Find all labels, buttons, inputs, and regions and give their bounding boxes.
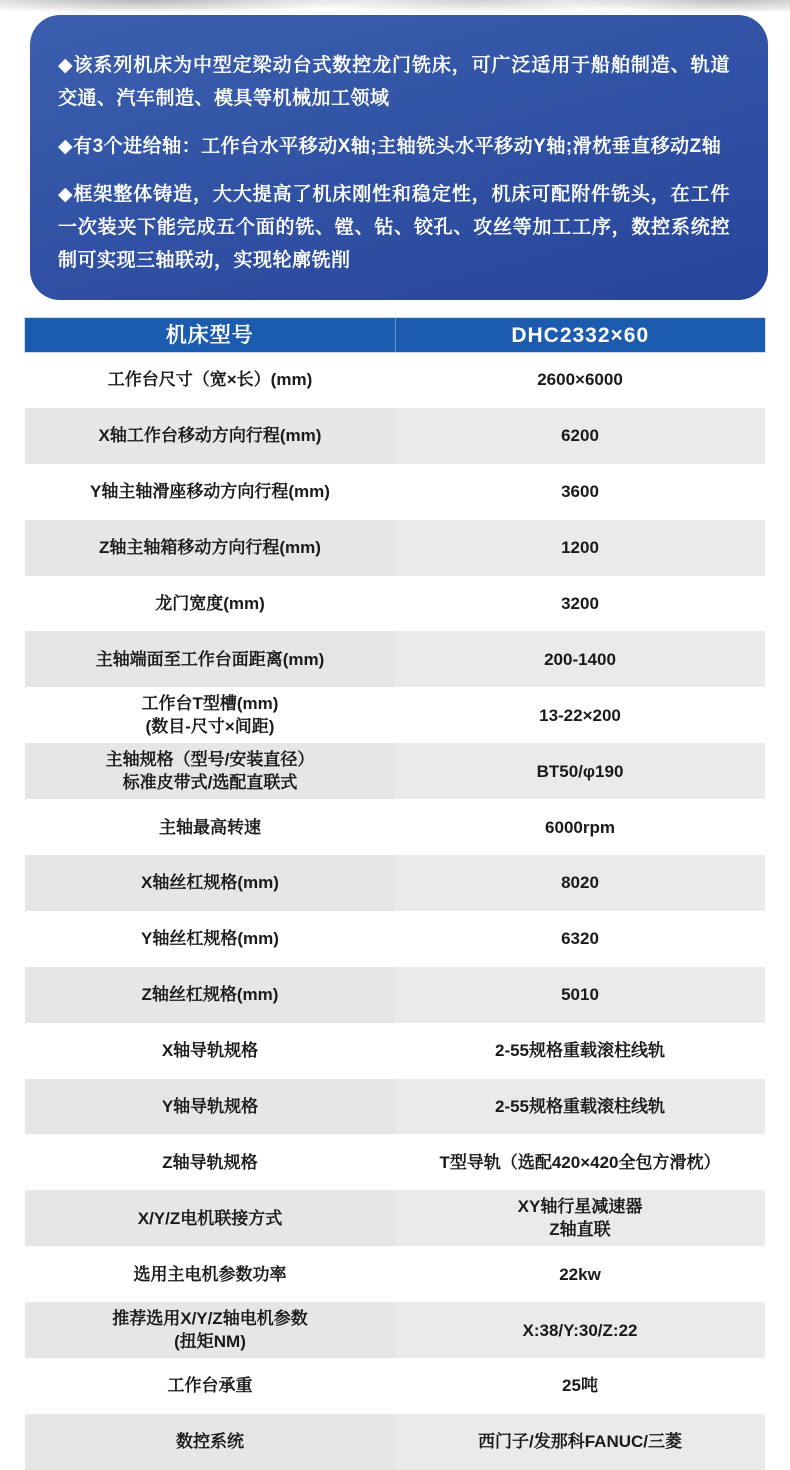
spec-label-line: 选用主电机参数功率 <box>133 1264 287 1284</box>
spec-row <box>25 464 765 520</box>
spec-label <box>25 1190 395 1246</box>
spec-label <box>25 1134 395 1190</box>
spec-label <box>25 408 395 464</box>
spec-label-line: Z轴丝杠规格(mm) <box>141 985 279 1005</box>
spec-value-line: 25吨 <box>562 1376 598 1396</box>
spec-label-line: (扭矩NM) <box>174 1332 246 1352</box>
spec-value <box>395 911 765 967</box>
spec-value <box>395 855 765 911</box>
intro-bullet-3: ◆框架整体铸造，大大提高了机床刚性和稳定性，机床可配附件铣头，在工件一次装夹下能完成五个面的铣、镗、钻、铰孔、攻丝等加工工序，数控系统控制可实现三轴联动，实现轮廓铣削 <box>58 184 730 271</box>
spec-label <box>25 799 395 855</box>
spec-value-line: 13-22×200 <box>539 705 621 725</box>
spec-label <box>25 911 395 967</box>
spec-row <box>25 1079 765 1135</box>
spec-label-line: 推荐选用X/Y/Z轴电机参数 <box>112 1309 308 1329</box>
spec-value <box>395 1134 765 1190</box>
spec-row <box>25 576 765 632</box>
spec-label <box>25 1302 395 1358</box>
spec-value-line: 1200 <box>561 538 599 558</box>
spec-value-line: 8020 <box>561 873 599 893</box>
spec-label-line: X轴工作台移动方向行程(mm) <box>98 426 322 446</box>
spec-label-line: Y轴丝杠规格(mm) <box>141 929 279 949</box>
spec-label-line: Y轴导轨规格 <box>161 1097 259 1117</box>
spec-label-line: 标准皮带式/选配直联式 <box>122 773 298 793</box>
spec-row <box>25 520 765 576</box>
spec-label <box>25 743 395 799</box>
spec-row <box>25 631 765 687</box>
spec-header-model-value: DHC2332×60 <box>395 318 766 352</box>
spec-label-line: X轴丝杠规格(mm) <box>141 873 279 893</box>
spec-row <box>25 911 765 967</box>
spec-value <box>395 967 765 1023</box>
spec-row <box>25 743 765 799</box>
spec-label <box>25 631 395 687</box>
spec-value-line: 2-55规格重载滚柱线轨 <box>494 1097 666 1117</box>
intro-bullet-1: ◆该系列机床为中型定梁动台式数控龙门铣床，可广泛适用于船舶制造、轨道交通、汽车制造、模具等机械加工领域 <box>58 55 730 109</box>
top-shadow-decoration <box>0 0 790 12</box>
spec-table-header <box>25 318 765 352</box>
spec-value-line: XY轴行星减速器 <box>517 1197 643 1217</box>
spec-value-line: 200-1400 <box>544 649 616 669</box>
spec-label <box>25 464 395 520</box>
intro-box <box>30 15 768 300</box>
spec-value-line: 6000rpm <box>545 817 615 837</box>
spec-label-line: (数目-尺寸×间距) <box>145 717 275 737</box>
spec-label <box>25 520 395 576</box>
spec-label-line: 龙门宽度(mm) <box>155 594 265 613</box>
spec-label-line: 主轴规格（型号/安装直径） <box>105 750 315 770</box>
spec-label-line: Z轴主轴箱移动方向行程(mm) <box>99 538 321 558</box>
spec-label-line: 主轴端面至工作台面距离(mm) <box>95 649 325 669</box>
spec-row <box>25 1134 765 1190</box>
spec-label-line: 主轴最高转速 <box>159 817 261 837</box>
spec-value-line: 2-55规格重载滚柱线轨 <box>494 1041 666 1061</box>
spec-value-line: X:38/Y:30/Z:22 <box>522 1320 638 1340</box>
spec-row <box>25 1023 765 1079</box>
spec-row <box>25 1190 765 1246</box>
spec-value <box>395 1079 765 1135</box>
spec-value-line: 2600×6000 <box>537 370 623 390</box>
spec-row <box>25 408 765 464</box>
spec-label-line: 工作台尺寸（宽×长）(mm) <box>107 370 313 390</box>
spec-label-line: 工作台承重 <box>167 1376 253 1396</box>
spec-value-line: 6200 <box>561 426 599 446</box>
spec-value <box>395 799 765 855</box>
spec-label-line: 数控系统 <box>176 1432 244 1452</box>
spec-value <box>395 1023 765 1079</box>
intro-bullet-2: ◆有3个进给轴：工作台水平移动X轴;主轴铣头水平移动Y轴;滑枕垂直移动Z轴 <box>58 136 722 157</box>
spec-row <box>25 1302 765 1358</box>
spec-table <box>25 318 765 1470</box>
spec-label <box>25 1079 395 1135</box>
spec-row <box>25 967 765 1023</box>
spec-row <box>25 687 765 743</box>
spec-label <box>25 1023 395 1079</box>
spec-value-line: T型导轨（选配420×420全包方滑枕） <box>439 1152 721 1172</box>
spec-value-line: 西门子/发那科FANUC/三菱 <box>478 1432 682 1452</box>
spec-value <box>395 1358 765 1414</box>
spec-row <box>25 352 765 408</box>
spec-value <box>395 408 765 464</box>
spec-row <box>25 1358 765 1414</box>
spec-label <box>25 687 395 743</box>
spec-label <box>25 967 395 1023</box>
spec-value-line: 22kw <box>559 1264 601 1284</box>
spec-value <box>395 631 765 687</box>
spec-value <box>395 520 765 576</box>
spec-value <box>395 352 765 408</box>
spec-label <box>25 1358 395 1414</box>
spec-label <box>25 855 395 911</box>
spec-label-line: Y轴主轴滑座移动方向行程(mm) <box>90 482 330 502</box>
spec-row <box>25 1246 765 1302</box>
spec-value-line: 6320 <box>561 929 599 949</box>
spec-label-line: X/Y/Z电机联接方式 <box>137 1208 283 1228</box>
spec-row <box>25 1414 765 1470</box>
spec-label <box>25 1414 395 1470</box>
spec-label-line: 工作台T型槽(mm) <box>141 694 279 714</box>
spec-label-line: Z轴导轨规格 <box>162 1152 258 1172</box>
spec-header-model-label: 机床型号 <box>165 323 254 347</box>
spec-value <box>395 464 765 520</box>
spec-label <box>25 352 395 408</box>
spec-table-body <box>25 352 765 1470</box>
spec-value-line: 5010 <box>561 985 599 1005</box>
spec-value-line: BT50/φ190 <box>536 761 624 781</box>
spec-label <box>25 576 395 632</box>
spec-value <box>395 1190 765 1246</box>
spec-value <box>395 576 765 632</box>
spec-value <box>395 1246 765 1302</box>
spec-label-line: X轴导轨规格 <box>161 1041 259 1061</box>
spec-row <box>25 855 765 911</box>
spec-value <box>395 687 765 743</box>
spec-value <box>395 1414 765 1470</box>
spec-value <box>395 1302 765 1358</box>
spec-value-line: 3600 <box>561 482 599 502</box>
spec-value-line: 3200 <box>561 594 599 613</box>
spec-value-line: Z轴直联 <box>549 1220 611 1240</box>
spec-row <box>25 799 765 855</box>
spec-label <box>25 1246 395 1302</box>
spec-value <box>395 743 765 799</box>
